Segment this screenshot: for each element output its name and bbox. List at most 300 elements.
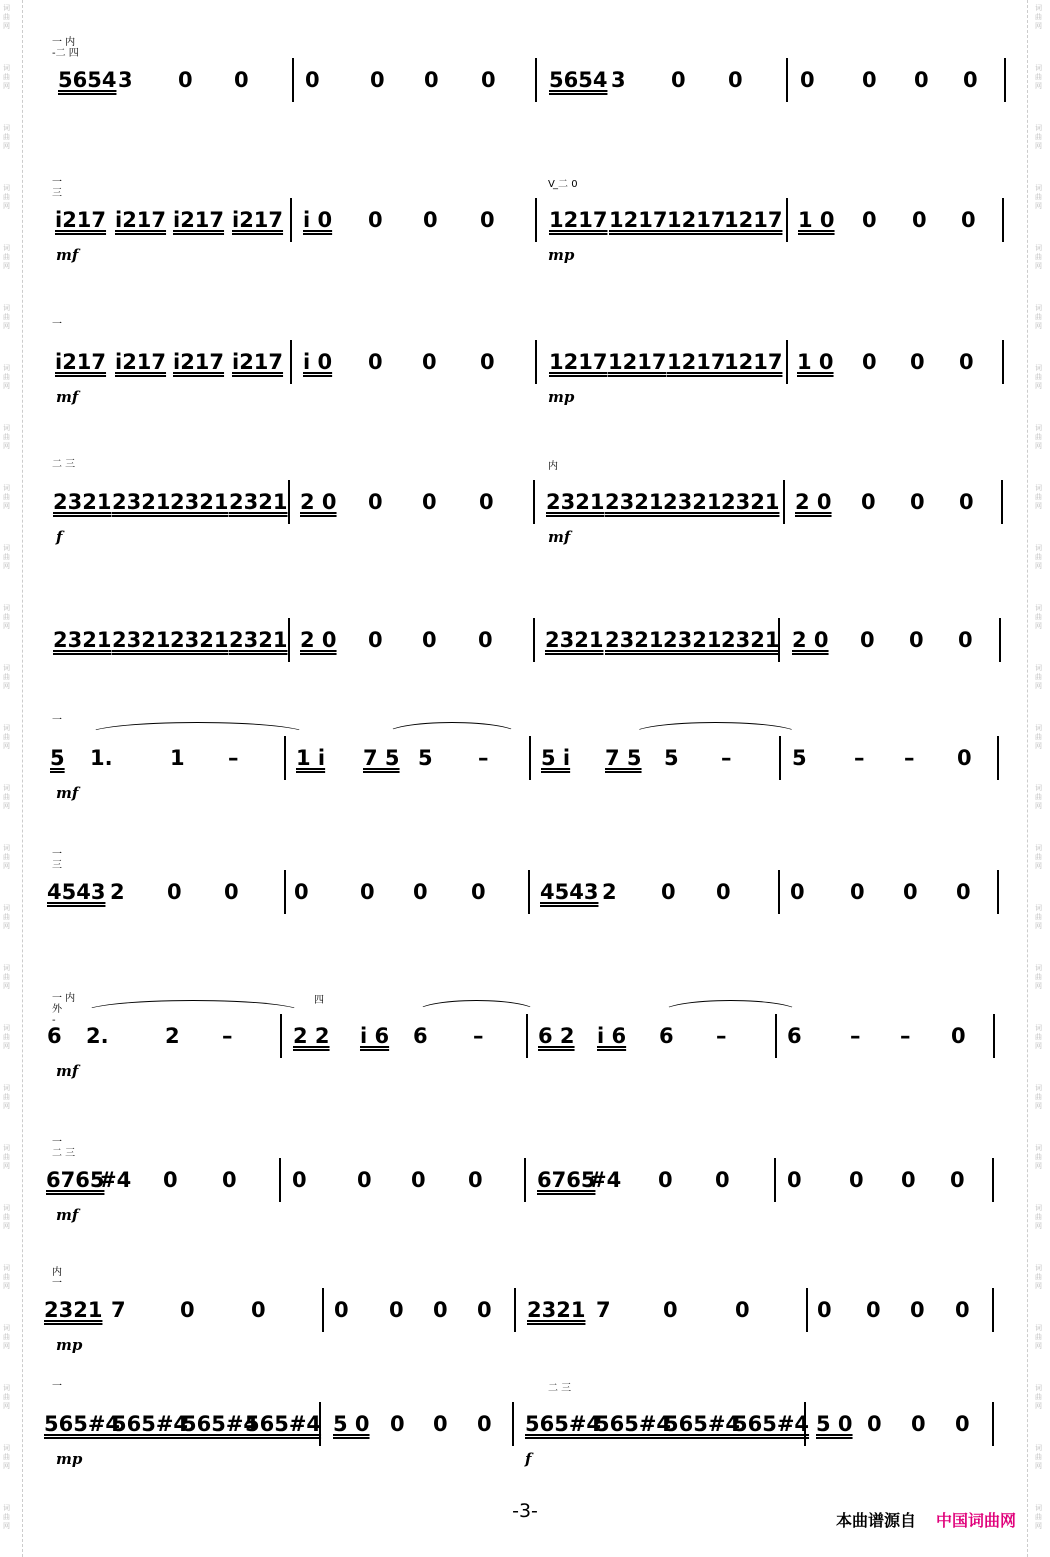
bar-line: [284, 870, 286, 914]
note-group: 6: [47, 1024, 62, 1048]
fingering-mark: 一: [52, 1381, 62, 1392]
note-group: 1.: [90, 746, 113, 770]
slur-mark: [84, 1000, 302, 1024]
bar-line: [322, 1288, 324, 1332]
watermark-glyphs: 词 曲 网: [3, 724, 10, 750]
bar-line: [533, 480, 535, 524]
note-group: 0: [163, 1168, 178, 1192]
watermark-glyphs: 词 曲 网: [1035, 964, 1042, 990]
note-group: 0: [477, 1298, 492, 1322]
watermark-glyphs: 词 曲 网: [3, 904, 10, 930]
note-group: 0: [178, 68, 193, 92]
note-group: 3: [611, 68, 626, 92]
note-group: 1217: [667, 350, 726, 374]
note-group: 2 0: [300, 628, 337, 652]
note-group: 0: [294, 880, 309, 904]
note-group: 6: [787, 1024, 802, 1048]
note-group: i 6: [360, 1024, 390, 1048]
fingering-mark: 外: [52, 1004, 62, 1015]
note-group: #4: [589, 1168, 622, 1192]
note-group: 0: [787, 1168, 802, 1192]
watermark-glyphs: 词 曲 网: [1035, 1204, 1042, 1230]
note-group: 0: [910, 490, 925, 514]
note-group: 565#4: [733, 1412, 810, 1436]
note-group: 0: [224, 880, 239, 904]
slur-mark: [662, 1000, 799, 1024]
watermark-glyphs: 词 曲 网: [1035, 304, 1042, 330]
note-group: #4: [99, 1168, 132, 1192]
note-group: 2321: [53, 490, 112, 514]
note-group: 1217: [549, 208, 608, 232]
note-group: 0: [422, 350, 437, 374]
bar-line: [288, 618, 290, 662]
note-group: 0: [800, 68, 815, 92]
watermark-glyphs: 词 曲 网: [1035, 424, 1042, 450]
watermark-glyphs: 词 曲 网: [3, 1384, 10, 1410]
bar-line: [997, 736, 999, 780]
note-group: 2321: [605, 628, 664, 652]
note-group: 0: [661, 880, 676, 904]
bar-line: [992, 1402, 994, 1446]
note-group: 0: [914, 68, 929, 92]
note-group: 2: [110, 880, 125, 904]
note-group: 0: [433, 1298, 448, 1322]
note-group: 0: [305, 68, 320, 92]
note-group: 6765: [46, 1168, 105, 1192]
note-group: 0: [728, 68, 743, 92]
score-line: [0, 1381, 1050, 1504]
bar-line: [804, 1402, 806, 1446]
note-group: 0: [860, 628, 875, 652]
fingering-mark: 一: [52, 849, 62, 860]
note-group: 5: [664, 746, 679, 770]
watermark-glyphs: 词 曲 网: [3, 304, 10, 330]
bar-line: [535, 58, 537, 102]
bar-line: [778, 870, 780, 914]
bar-line: [288, 480, 290, 524]
note-group: i217: [55, 350, 107, 374]
watermark-glyphs: 词 曲 网: [1035, 184, 1042, 210]
watermark-glyphs: 词 曲 网: [1035, 64, 1042, 90]
score-line: [0, 849, 1050, 972]
watermark-glyphs: 词 曲 网: [1035, 1504, 1042, 1530]
note-group: 4543: [47, 880, 106, 904]
watermark-glyphs: 词 曲 网: [3, 1144, 10, 1170]
note-group: 2321: [663, 628, 722, 652]
note-group: 0: [849, 1168, 864, 1192]
note-group: 0: [424, 68, 439, 92]
note-group: 0: [334, 1298, 349, 1322]
note-group: 2.: [86, 1024, 109, 1048]
note-group: 0: [234, 68, 249, 92]
score-line: [0, 37, 1050, 160]
note-group: –: [222, 1024, 233, 1048]
note-group: –: [904, 746, 915, 770]
watermark-glyphs: 词 曲 网: [1035, 904, 1042, 930]
note-group: 0: [901, 1168, 916, 1192]
dynamic-mark: mp: [548, 246, 575, 264]
note-group: 0: [368, 628, 383, 652]
note-group: 0: [850, 880, 865, 904]
note-group: 0: [167, 880, 182, 904]
note-group: 2321: [112, 490, 171, 514]
watermark-glyphs: 词 曲 网: [1035, 1084, 1042, 1110]
source-site-link[interactable]: 中国词曲网: [935, 1511, 1016, 1530]
note-group: i 0: [303, 208, 333, 232]
note-group: 5 0: [333, 1412, 370, 1436]
dynamic-mark: mp: [56, 1450, 83, 1468]
note-group: 5 0: [816, 1412, 853, 1436]
fingering-mark: 四: [314, 995, 324, 1006]
watermark-glyphs: 词 曲 网: [1035, 364, 1042, 390]
dynamic-mark: mf: [548, 528, 571, 546]
watermark-glyphs: 词 曲 网: [3, 184, 10, 210]
watermark-glyphs: 词 曲 网: [1035, 484, 1042, 510]
note-group: 565#4: [112, 1412, 189, 1436]
note-group: 0: [862, 350, 877, 374]
dynamic-mark: f: [525, 1450, 532, 1468]
dynamic-mark: mf: [56, 388, 79, 406]
watermark-glyphs: 词 曲 网: [3, 1024, 10, 1050]
dynamic-mark: f: [56, 528, 63, 546]
bar-line: [524, 1158, 526, 1202]
note-group: 6: [659, 1024, 674, 1048]
note-group: i217: [115, 350, 167, 374]
note-group: 0: [422, 628, 437, 652]
note-group: 565#4: [44, 1412, 121, 1436]
bar-line: [806, 1288, 808, 1332]
watermark-glyphs: 词 曲 网: [3, 1324, 10, 1350]
bar-line: [290, 198, 292, 242]
watermark-glyphs: 词 曲 网: [3, 1264, 10, 1290]
note-group: 0: [790, 880, 805, 904]
bar-line: [535, 198, 537, 242]
note-group: 0: [911, 1412, 926, 1436]
note-group: 0: [950, 1168, 965, 1192]
note-group: 2321: [721, 628, 780, 652]
watermark-glyphs: 词 曲 网: [1035, 604, 1042, 630]
note-group: 1 i: [296, 746, 326, 770]
watermark-glyphs: 词 曲 网: [1035, 724, 1042, 750]
note-group: 565#4: [182, 1412, 259, 1436]
slur-mark: [386, 722, 518, 746]
note-group: 2321: [663, 490, 722, 514]
note-group: 0: [479, 490, 494, 514]
note-group: 565#4: [595, 1412, 672, 1436]
dynamic-mark: mf: [56, 246, 79, 264]
note-group: 2321: [44, 1298, 103, 1322]
watermark-glyphs: 词 曲 网: [1035, 664, 1042, 690]
fingering-mark: 三: [52, 188, 62, 199]
note-group: 0: [390, 1412, 405, 1436]
note-group: 5: [792, 746, 807, 770]
watermark-glyphs: 词 曲 网: [1035, 1384, 1042, 1410]
watermark-glyphs: 词 曲 网: [3, 1204, 10, 1230]
bar-line: [528, 870, 530, 914]
fingering-mark: 一: [52, 1137, 62, 1148]
note-group: 0: [389, 1298, 404, 1322]
note-group: 2 0: [300, 490, 337, 514]
note-group: 0: [716, 880, 731, 904]
note-group: 0: [413, 880, 428, 904]
note-group: 0: [423, 208, 438, 232]
bar-line: [279, 1158, 281, 1202]
note-group: 565#4: [664, 1412, 741, 1436]
watermark-glyphs: 词 曲 网: [1035, 4, 1042, 30]
note-group: i217: [173, 350, 225, 374]
note-group: 0: [959, 350, 974, 374]
note-group: 2321: [229, 490, 288, 514]
note-group: 2 0: [795, 490, 832, 514]
note-group: 2 2: [293, 1024, 330, 1048]
note-group: 0: [862, 208, 877, 232]
note-group: 2321: [229, 628, 288, 652]
note-group: –: [716, 1024, 727, 1048]
note-group: –: [850, 1024, 861, 1048]
watermark-glyphs: 词 曲 网: [3, 964, 10, 990]
note-group: 2 0: [792, 628, 829, 652]
fingering-mark: 二 三: [548, 1383, 572, 1394]
bar-line: [999, 618, 1001, 662]
fingering-mark: 一: [52, 715, 62, 726]
bar-line: [778, 618, 780, 662]
note-group: 0: [861, 490, 876, 514]
bar-line: [535, 340, 537, 384]
slur-mark: [88, 722, 307, 746]
note-group: 5654: [58, 68, 117, 92]
note-group: 0: [477, 1412, 492, 1436]
note-group: 5: [50, 746, 65, 770]
note-group: 2321: [545, 628, 604, 652]
note-group: 2321: [527, 1298, 586, 1322]
bar-line: [786, 340, 788, 384]
bar-line: [1001, 480, 1003, 524]
watermark-glyphs: 词 曲 网: [3, 664, 10, 690]
note-group: 0: [658, 1168, 673, 1192]
note-group: 2: [165, 1024, 180, 1048]
note-group: –: [478, 746, 489, 770]
note-group: i 0: [303, 350, 333, 374]
source-credit: [836, 1508, 1016, 1531]
note-group: 3: [118, 68, 133, 92]
watermark-glyphs: 词 曲 网: [3, 544, 10, 570]
note-group: 0: [222, 1168, 237, 1192]
bar-line: [533, 618, 535, 662]
bar-line: [774, 1158, 776, 1202]
note-group: 0: [481, 68, 496, 92]
note-group: 0: [663, 1298, 678, 1322]
note-group: 0: [360, 880, 375, 904]
note-group: 1217: [549, 350, 608, 374]
fingering-mark: -: [52, 1015, 56, 1026]
bar-line: [292, 58, 294, 102]
note-group: i217: [232, 208, 284, 232]
note-group: 1217: [609, 208, 668, 232]
note-group: 0: [958, 628, 973, 652]
watermark-glyphs: 词 曲 网: [1035, 1324, 1042, 1350]
note-group: 1 0: [798, 208, 835, 232]
note-group: 565#4: [245, 1412, 322, 1436]
note-group: 0: [735, 1298, 750, 1322]
note-group: 0: [912, 208, 927, 232]
note-group: i217: [55, 208, 107, 232]
bar-line: [1002, 340, 1004, 384]
note-group: 7: [596, 1298, 611, 1322]
note-group: 1 0: [797, 350, 834, 374]
note-group: 0: [471, 880, 486, 904]
fingering-mark: 一: [52, 319, 62, 330]
dynamic-mark: mf: [56, 1062, 79, 1080]
bar-line: [786, 198, 788, 242]
dynamic-mark: mp: [548, 388, 575, 406]
note-group: 2321: [721, 490, 780, 514]
watermark-glyphs: 词 曲 网: [3, 1444, 10, 1470]
slur-mark: [416, 1000, 537, 1024]
note-group: 0: [910, 350, 925, 374]
fingering-mark: 一: [52, 177, 62, 188]
watermark-glyphs: 词 曲 网: [1035, 244, 1042, 270]
score-line: [0, 177, 1050, 300]
fingering-mark: -二 四: [52, 48, 79, 59]
note-group: i217: [173, 208, 225, 232]
bar-line: [1002, 198, 1004, 242]
watermark-glyphs: 词 曲 网: [3, 364, 10, 390]
note-group: 0: [866, 1298, 881, 1322]
note-group: 1217: [608, 350, 667, 374]
fingering-mark: 三: [52, 860, 62, 871]
bar-line: [529, 736, 531, 780]
note-group: –: [900, 1024, 911, 1048]
note-group: 0: [433, 1412, 448, 1436]
watermark-glyphs: 词 曲 网: [3, 4, 10, 30]
note-group: 6765: [537, 1168, 596, 1192]
watermark-glyphs: 词 曲 网: [3, 1084, 10, 1110]
note-group: 2321: [170, 628, 229, 652]
score-line: [0, 319, 1050, 442]
note-group: 0: [910, 1298, 925, 1322]
note-group: 6: [413, 1024, 428, 1048]
note-group: 6 2: [538, 1024, 575, 1048]
note-group: 0: [957, 746, 972, 770]
note-group: 4543: [540, 880, 599, 904]
note-group: 0: [251, 1298, 266, 1322]
note-group: 0: [368, 208, 383, 232]
note-group: 0: [478, 628, 493, 652]
note-group: 0: [951, 1024, 966, 1048]
note-group: 0: [480, 350, 495, 374]
fingering-mark: 二 三: [52, 1148, 76, 1159]
note-group: 0: [422, 490, 437, 514]
note-group: 0: [862, 68, 877, 92]
note-group: 1217: [667, 208, 726, 232]
note-group: 2321: [112, 628, 171, 652]
note-group: 7 5: [363, 746, 400, 770]
fingering-mark: 一 内: [52, 37, 76, 48]
note-group: 0: [715, 1168, 730, 1192]
watermark-glyphs: 词 曲 网: [3, 484, 10, 510]
watermark-glyphs: 词 曲 网: [1035, 124, 1042, 150]
note-group: –: [228, 746, 239, 770]
note-group: 0: [817, 1298, 832, 1322]
watermark-glyphs: 词 曲 网: [3, 604, 10, 630]
fingering-mark: 内: [548, 461, 558, 472]
note-group: 7 5: [605, 746, 642, 770]
note-group: 0: [959, 490, 974, 514]
watermark-glyphs: 词 曲 网: [1035, 544, 1042, 570]
note-group: 7: [111, 1298, 126, 1322]
watermark-glyphs: 词 曲 网: [3, 844, 10, 870]
bar-line: [992, 1158, 994, 1202]
score-line: [0, 1267, 1050, 1390]
score-line: [0, 459, 1050, 582]
note-group: 0: [671, 68, 686, 92]
note-group: 0: [956, 880, 971, 904]
note-group: 0: [955, 1412, 970, 1436]
note-group: 0: [368, 490, 383, 514]
bar-line: [1004, 58, 1006, 102]
bar-line: [514, 1288, 516, 1332]
watermark-glyphs: 词 曲 网: [3, 1504, 10, 1530]
note-group: 0: [411, 1168, 426, 1192]
bar-line: [783, 480, 785, 524]
note-group: 0: [909, 628, 924, 652]
source-label: 本曲谱源自: [835, 1511, 916, 1530]
note-group: 0: [480, 208, 495, 232]
note-group: i217: [115, 208, 167, 232]
dynamic-mark: mp: [56, 1336, 83, 1354]
note-group: 0: [961, 208, 976, 232]
note-group: 2321: [546, 490, 605, 514]
dynamic-mark: mf: [56, 784, 79, 802]
score-line: [0, 715, 1050, 838]
note-group: 1217: [724, 350, 783, 374]
watermark-glyphs: 词 曲 网: [1035, 1444, 1042, 1470]
bar-line: [319, 1402, 321, 1446]
note-group: 5654: [549, 68, 608, 92]
watermark-glyphs: 词 曲 网: [1035, 1024, 1042, 1050]
score-line: [0, 1137, 1050, 1260]
score-line: [0, 600, 1050, 720]
fingering-mark: 内: [52, 1267, 62, 1278]
bar-line: [993, 1014, 995, 1058]
page-number: -3-: [512, 1500, 538, 1522]
dynamic-mark: mf: [56, 1206, 79, 1224]
note-group: 1: [170, 746, 185, 770]
watermark-glyphs: 词 曲 网: [3, 244, 10, 270]
note-group: 0: [357, 1168, 372, 1192]
bar-line: [997, 870, 999, 914]
note-group: 0: [955, 1298, 970, 1322]
watermark-glyphs: 词 曲 网: [1035, 844, 1042, 870]
note-group: 5: [418, 746, 433, 770]
note-group: 2321: [605, 490, 664, 514]
watermark-glyphs: 词 曲 网: [3, 784, 10, 810]
bar-line: [512, 1402, 514, 1446]
note-group: –: [721, 746, 732, 770]
note-group: 0: [963, 68, 978, 92]
watermark-glyphs: 词 曲 网: [3, 424, 10, 450]
fingering-mark: 一 内: [52, 993, 76, 1004]
note-group: 0: [867, 1412, 882, 1436]
fingering-mark: 一: [52, 1278, 62, 1289]
note-group: 0: [292, 1168, 307, 1192]
note-group: 0: [370, 68, 385, 92]
watermark-glyphs: 词 曲 网: [3, 124, 10, 150]
note-group: –: [854, 746, 865, 770]
slur-mark: [632, 722, 799, 746]
bar-line: [992, 1288, 994, 1332]
watermark-glyphs: 词 曲 网: [1035, 1264, 1042, 1290]
